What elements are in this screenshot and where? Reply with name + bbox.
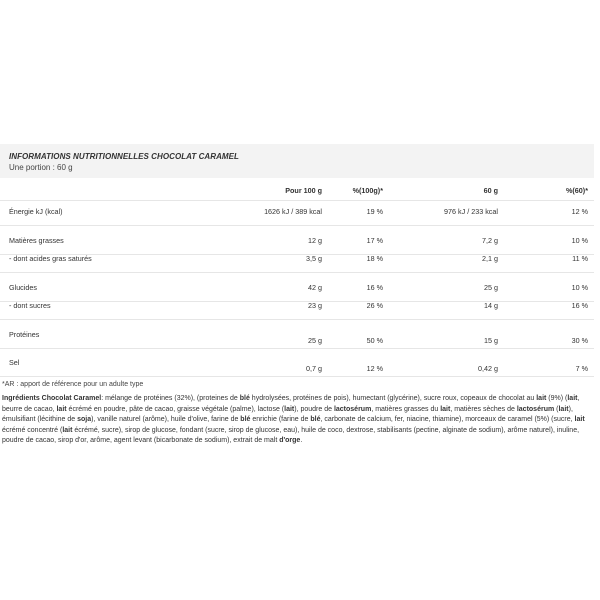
ingredient-text: , beurre de cacao, [2,395,580,413]
allergen-highlight: Ingrédients Chocolat Caramel [2,395,102,402]
allergen-highlight: lait [567,395,578,402]
nutrient-value: 3,5 g [306,254,322,263]
nutrient-value: 19 % [366,207,383,216]
nutrient-value: 7,2 g [482,236,498,245]
nutrient-label: - dont sucres [9,301,51,310]
ingredient-text: , matières grasses du [371,405,441,413]
row-divider [0,376,594,377]
column-header-per-100g: Pour 100 g [285,186,322,195]
nutrient-value: 2,1 g [482,254,498,263]
nutrition-panel [0,144,594,546]
nutrition-header [0,144,594,178]
ingredient-text: écrémé concentré ( [2,426,63,434]
column-header-percent-60g: %(60)* [566,186,588,195]
ingredient-text: ), émulsifiant (lécithine de [2,405,573,423]
ingredient-text: , matières sèches de [450,405,517,413]
allergen-highlight: blé [239,395,250,402]
nutrient-value: 30 % [571,336,588,345]
nutrient-value: 10 % [571,283,588,292]
row-divider [0,319,594,320]
allergen-highlight: lait [558,405,569,413]
nutrient-value: 17 % [366,236,383,245]
nutrient-label: Sel [9,358,20,367]
allergen-highlight: blé [310,416,321,423]
ingredient-text: écrémé, sucre), sirop de glucose, fondant (sucre, sirop de glucose, eau), huile de coco, dextrose, stabilisants (pectine, alginate de sodium), arôme naturel), inuline, poudre de cacao, sirop d'or, arôme, agent levant (bicarbonate de sodium), extrait de malt [2,426,580,444]
nutrient-value: 50 % [366,336,383,345]
nutrient-label: - dont acides gras saturés [9,254,92,263]
ingredient-text: enrichie (farine de [250,416,311,423]
nutrient-value: 14 g [484,301,498,310]
nutrient-value: 12 % [571,207,588,216]
nutrient-label: Énergie kJ (kcal) [9,207,63,216]
allergen-highlight: d'orge [279,437,301,444]
header-divider [0,200,594,201]
nutrient-value: 16 % [571,301,588,310]
allergen-highlight: lactosérum [516,405,555,413]
ingredient-text: ( [554,405,559,413]
allergen-highlight: lait [574,416,585,423]
ingredient-text: hydrolysées, protéines de pois), humectant (glycérine), sucre roux, copeaux de chocolat au [249,395,537,402]
allergen-highlight: lait [284,405,295,413]
nutrient-value: 25 g [308,336,322,345]
nutrient-value: 18 % [366,254,383,263]
reference-note: *AR : apport de référence pour un adulte type [2,381,144,388]
nutrient-label: Matières grasses [9,236,64,245]
nutrient-value: 7 % [575,364,588,373]
nutrient-value: 1626 kJ / 389 kcal [264,207,322,216]
row-divider [0,272,594,273]
allergen-highlight: lait [536,395,547,402]
nutrient-label: Glucides [9,283,37,292]
nutrient-value: 11 % [572,254,588,263]
row-divider [0,301,594,302]
nutrient-value: 23 g [308,301,322,310]
nutrient-value: 26 % [366,301,383,310]
portion-size: Une portion : 60 g [9,163,73,172]
column-header-percent-100g: %(100g)* [352,186,383,195]
ingredient-text: (9%) ( [546,395,568,402]
allergen-highlight: lait [62,426,73,434]
row-divider [0,348,594,349]
ingredient-text: . [300,437,303,444]
ingredient-text: ), vanille naturel (arôme), huile d'olive, farine de [91,416,241,423]
allergen-highlight: lait [56,405,67,413]
ingredient-text: , carbonate de calcium, fer, niacine, thiamine), morceaux de caramel (5%) (sucre, [320,416,575,423]
nutrient-value: 25 g [484,283,498,292]
column-header-60g: 60 g [483,186,498,195]
row-divider [0,225,594,226]
nutrient-value: 0,42 g [478,364,498,373]
nutrient-value: 12 g [308,236,322,245]
ingredients-text [2,394,592,447]
nutrition-title: INFORMATIONS NUTRITIONNELLES CHOCOLAT CARAMEL [9,152,239,161]
ingredient-text: ), poudre de [294,405,334,413]
allergen-highlight: lait [440,405,451,413]
nutrient-value: 42 g [308,283,322,292]
allergen-highlight: lactosérum [333,405,372,413]
ingredient-text: écrémé en poudre, pâte de cacao, graisse végétale (palme), lactose ( [66,405,285,413]
allergen-highlight: soja [77,416,92,423]
nutrient-value: 15 g [484,336,498,345]
allergen-highlight: blé [240,416,251,423]
nutrient-value: 0,7 g [306,364,322,373]
ingredient-text: : mélange de protéines (32%), (proteines de [101,395,240,402]
nutrient-value: 976 kJ / 233 kcal [444,207,498,216]
nutrient-label: Protéines [9,330,40,339]
nutrient-value: 10 % [571,236,588,245]
nutrient-value: 16 % [366,283,383,292]
nutrient-value: 12 % [366,364,383,373]
